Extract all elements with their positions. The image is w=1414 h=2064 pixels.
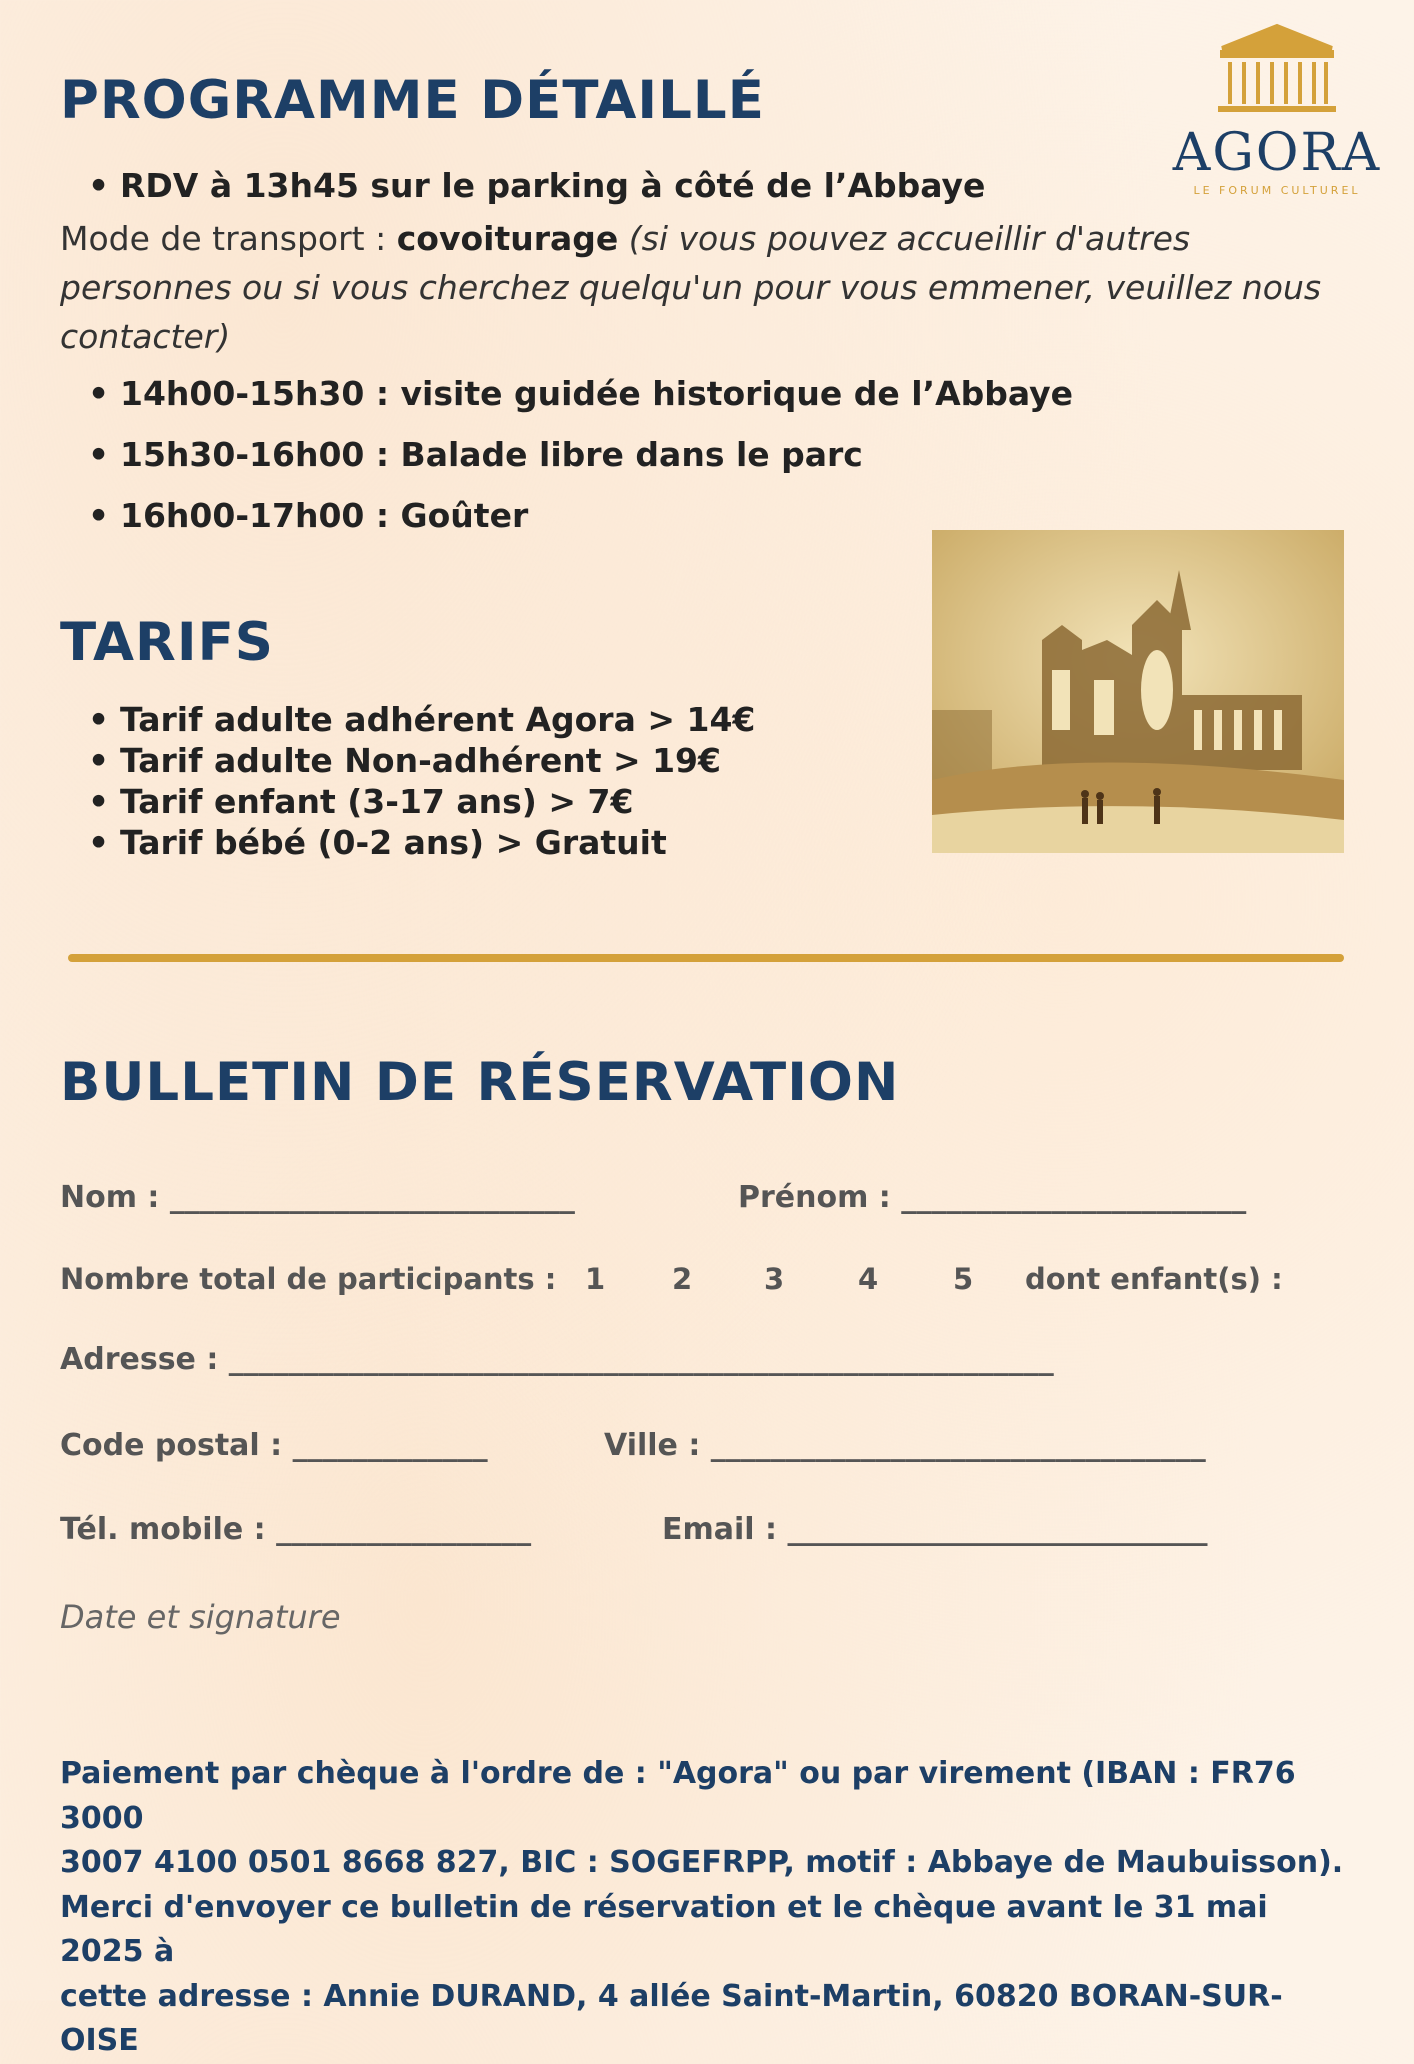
payment-line: cette adresse : Annie DURAND, 4 allée Saint-Martin, 60820 BORAN-SUR-OISE: [60, 1978, 1283, 2058]
enfants-field[interactable]: dont enfant(s) :: [1025, 1262, 1283, 1296]
prenom-field[interactable]: Prénom : _______________________: [738, 1180, 1247, 1215]
temple-icon: [1162, 22, 1392, 202]
tarifs-list: [60, 700, 755, 864]
payment-line: 3007 4100 0501 8668 827, BIC : SOGEFRPP, motif : Abbaye de Maubuisson).: [60, 1845, 1344, 1880]
transport-mode: covoiturage: [396, 219, 619, 258]
tarifs-title: TARIFS: [60, 612, 274, 673]
rdv-list: [60, 166, 985, 205]
tarif-item: • Tarif bébé (0-2 ans) > Gratuit: [60, 823, 755, 864]
email-field[interactable]: Email : ____________________________: [662, 1512, 1208, 1547]
svg-text:AGORA: AGORA: [1172, 123, 1382, 183]
schedule-list: [60, 374, 1073, 557]
svg-text:LE FORUM CULTUREL: LE FORUM CULTUREL: [1193, 184, 1361, 197]
abbey-illustration: [932, 530, 1344, 853]
payment-info: [60, 1752, 1360, 2064]
participant-option-3[interactable]: 3: [764, 1262, 785, 1296]
programme-title: PROGRAMME DÉTAILLÉ: [60, 70, 765, 131]
tarif-item: • Tarif enfant (3-17 ans) > 7€: [60, 782, 755, 823]
agora-logo: [1162, 22, 1392, 202]
transport-prefix: Mode de transport :: [60, 219, 397, 258]
schedule-item: • 16h00-17h00 : Goûter: [60, 496, 1073, 557]
rdv-item: • RDV à 13h45 sur le parking à côté de l’Abbaye: [60, 166, 985, 205]
code-postal-field[interactable]: Code postal : _____________: [60, 1428, 488, 1463]
nom-field[interactable]: Nom : ___________________________: [60, 1180, 575, 1215]
adresse-field[interactable]: Adresse : _______________________________________________________: [60, 1342, 1054, 1377]
ville-field[interactable]: Ville : _________________________________: [604, 1428, 1206, 1463]
participants-label: Nombre total de participants :: [60, 1262, 557, 1296]
payment-line: Merci d'envoyer ce bulletin de réservation et le chèque avant le 31 mai 2025 à: [60, 1889, 1268, 1969]
section-divider: [68, 954, 1344, 962]
tarif-item: • Tarif adulte Non-adhérent > 19€: [60, 741, 755, 782]
participant-option-4[interactable]: 4: [858, 1262, 879, 1296]
bulletin-title: BULLETIN DE RÉSERVATION: [60, 1052, 900, 1113]
signature-label: Date et signature: [60, 1598, 341, 1636]
participant-option-5[interactable]: 5: [953, 1262, 974, 1296]
schedule-item: • 15h30-16h00 : Balade libre dans le parc: [60, 435, 1073, 496]
schedule-item: • 14h00-15h30 : visite guidée historique de l’Abbaye: [60, 374, 1073, 435]
tel-field[interactable]: Tél. mobile : _________________: [60, 1512, 532, 1547]
payment-line: Paiement par chèque à l'ordre de : "Agora" ou par virement (IBAN : FR76 3000: [60, 1756, 1296, 1836]
participant-option-1[interactable]: 1: [585, 1262, 606, 1296]
transport-note: (si vous pouvez accueillir d'autres personnes ou si vous cherchez quelqu'un pour vous emmener, veuillez nous contacter): [60, 219, 1322, 356]
tarif-item: • Tarif adulte adhérent Agora > 14€: [60, 700, 755, 741]
transport-paragraph: [60, 214, 1360, 361]
participant-option-2[interactable]: 2: [672, 1262, 693, 1296]
